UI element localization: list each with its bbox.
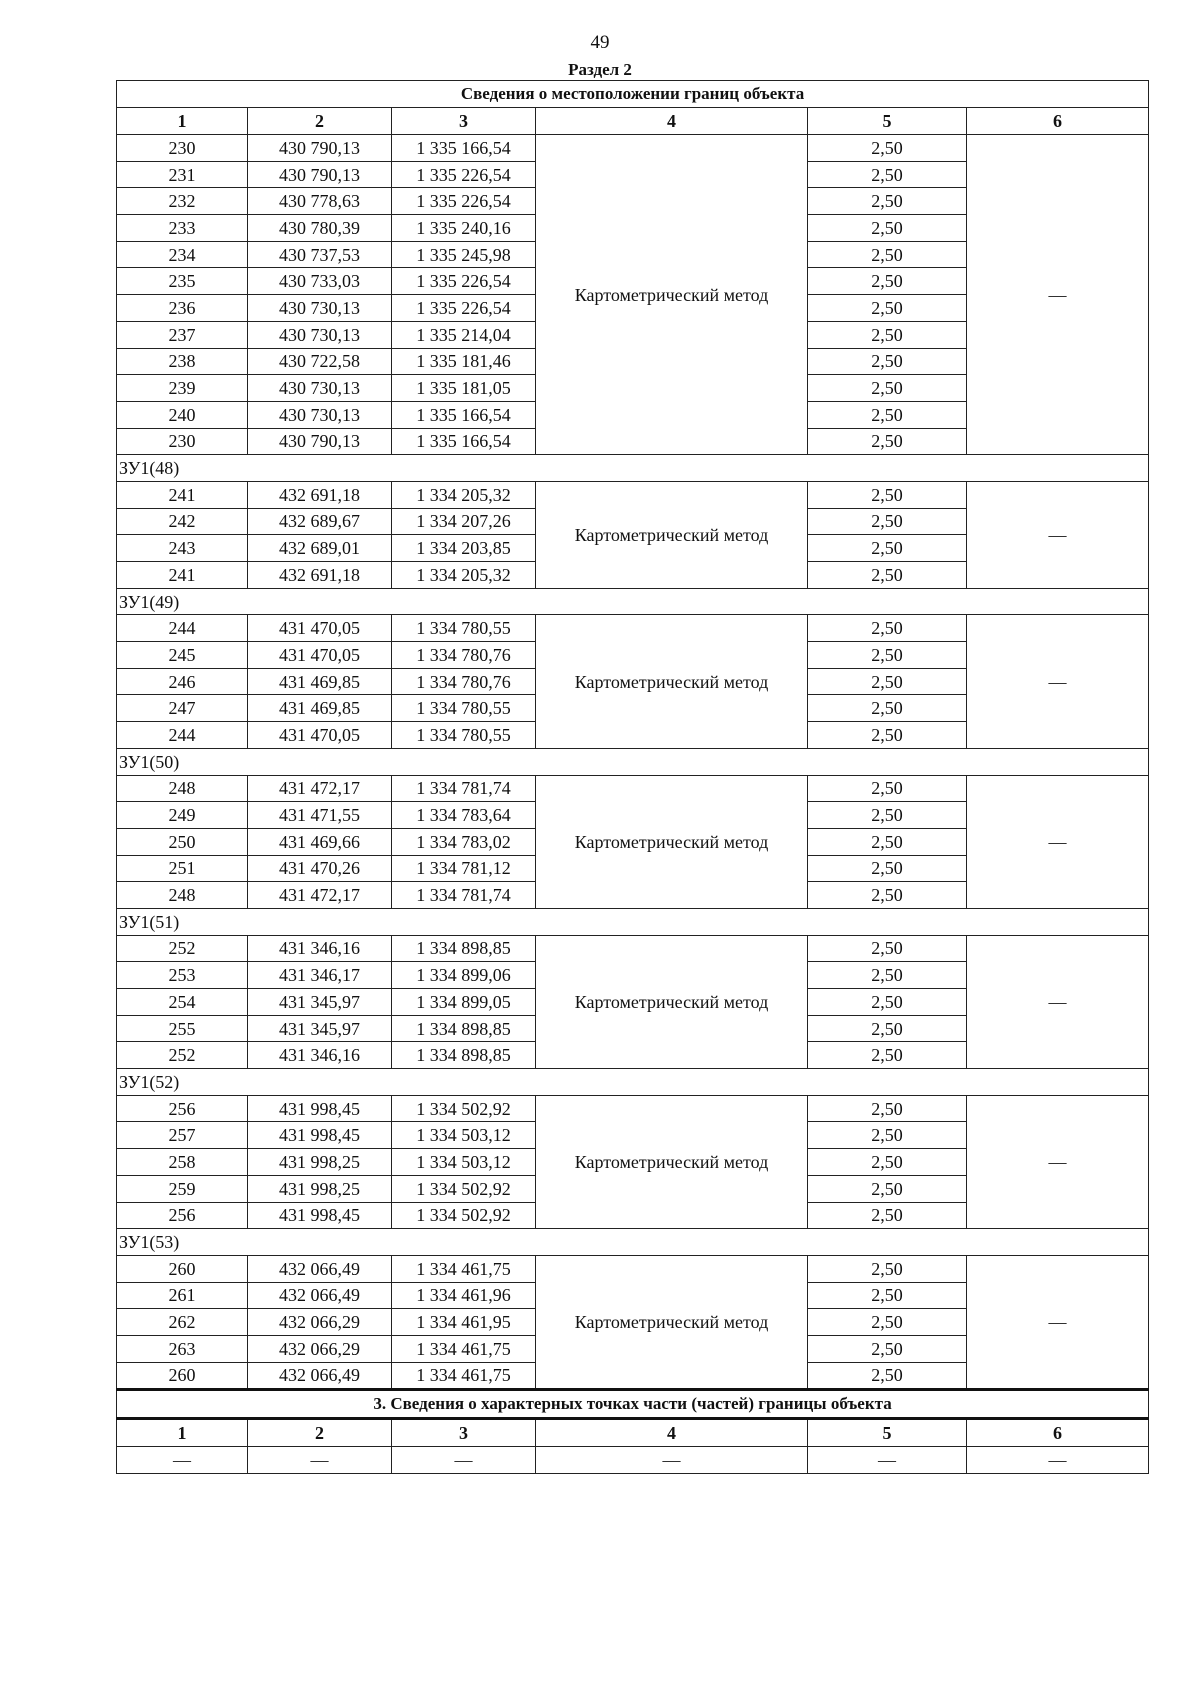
y-coordinate-cell: 1 334 783,64 — [392, 802, 536, 829]
y-coordinate-cell: 1 334 898,85 — [392, 1042, 536, 1069]
precision-cell: 2,50 — [808, 668, 967, 695]
point-number-cell: 246 — [117, 668, 248, 695]
method-cell: Картометрический метод — [536, 775, 808, 908]
x-coordinate-cell: 431 472,17 — [248, 882, 392, 909]
x-coordinate-cell: 431 469,85 — [248, 695, 392, 722]
precision-cell: 2,50 — [808, 1015, 967, 1042]
precision-cell: 2,50 — [808, 562, 967, 589]
precision-cell: 2,50 — [808, 375, 967, 402]
x-coordinate-cell: 431 345,97 — [248, 989, 392, 1016]
precision-cell: 2,50 — [808, 1282, 967, 1309]
x-coordinate-cell: 431 998,25 — [248, 1149, 392, 1176]
column-header: 5 — [808, 1419, 967, 1447]
point-number-cell: 263 — [117, 1335, 248, 1362]
y-coordinate-cell: 1 334 781,74 — [392, 882, 536, 909]
x-coordinate-cell: 430 722,58 — [248, 348, 392, 375]
section-label: Раздел 2 — [568, 60, 632, 79]
column-header: 4 — [536, 1419, 808, 1447]
column-header: 3 — [392, 1419, 536, 1447]
point-number-cell: 240 — [117, 401, 248, 428]
point-number-cell: 243 — [117, 535, 248, 562]
y-coordinate-cell: 1 334 461,96 — [392, 1282, 536, 1309]
precision-cell: 2,50 — [808, 215, 967, 242]
precision-cell: 2,50 — [808, 828, 967, 855]
x-coordinate-cell: 431 998,45 — [248, 1122, 392, 1149]
column-header: 6 — [967, 1419, 1149, 1447]
y-coordinate-cell: 1 334 461,75 — [392, 1255, 536, 1282]
point-number-cell: 236 — [117, 295, 248, 322]
table-row — [117, 481, 1149, 508]
point-number-cell: 241 — [117, 562, 248, 589]
group-row — [117, 588, 1149, 615]
y-coordinate-cell: 1 334 783,02 — [392, 828, 536, 855]
column-header: 2 — [248, 1419, 392, 1447]
description-cell: — — [967, 481, 1149, 588]
x-coordinate-cell: 431 470,05 — [248, 642, 392, 669]
group-label: ЗУ1(51) — [117, 908, 1149, 935]
y-coordinate-cell: 1 334 899,06 — [392, 962, 536, 989]
y-coordinate-cell: 1 334 502,92 — [392, 1095, 536, 1122]
section3-title: 3. Сведения о характерных точках части (частей) границы объекта — [117, 1390, 1149, 1419]
y-coordinate-cell: 1 334 502,92 — [392, 1202, 536, 1229]
point-number-cell: 252 — [117, 935, 248, 962]
y-coordinate-cell: 1 335 166,54 — [392, 428, 536, 455]
precision-cell: 2,50 — [808, 1095, 967, 1122]
precision-cell: 2,50 — [808, 882, 967, 909]
precision-cell: 2,50 — [808, 348, 967, 375]
x-coordinate-cell: 431 470,05 — [248, 722, 392, 749]
precision-cell: 2,50 — [808, 321, 967, 348]
y-coordinate-cell: 1 335 226,54 — [392, 268, 536, 295]
empty-value-cell: — — [967, 1447, 1149, 1474]
point-number-cell: 255 — [117, 1015, 248, 1042]
y-coordinate-cell: 1 334 898,85 — [392, 1015, 536, 1042]
precision-cell: 2,50 — [808, 642, 967, 669]
point-number-cell: 260 — [117, 1362, 248, 1390]
x-coordinate-cell: 430 730,13 — [248, 321, 392, 348]
x-coordinate-cell: 431 346,17 — [248, 962, 392, 989]
x-coordinate-cell: 432 691,18 — [248, 481, 392, 508]
point-number-cell: 231 — [117, 161, 248, 188]
y-coordinate-cell: 1 335 181,05 — [392, 375, 536, 402]
point-number-cell: 230 — [117, 428, 248, 455]
description-cell: — — [967, 1095, 1149, 1228]
point-number-cell: 258 — [117, 1149, 248, 1176]
description-cell: — — [967, 1255, 1149, 1389]
y-coordinate-cell: 1 334 780,55 — [392, 695, 536, 722]
description-cell: — — [967, 615, 1149, 748]
group-row — [117, 1229, 1149, 1256]
precision-cell: 2,50 — [808, 855, 967, 882]
empty-value-cell: — — [248, 1447, 392, 1474]
group-row — [117, 908, 1149, 935]
table-row — [117, 1447, 1149, 1474]
precision-cell: 2,50 — [808, 802, 967, 829]
y-coordinate-cell: 1 334 780,76 — [392, 642, 536, 669]
group-label: ЗУ1(52) — [117, 1069, 1149, 1096]
y-coordinate-cell: 1 334 503,12 — [392, 1122, 536, 1149]
y-coordinate-cell: 1 335 166,54 — [392, 401, 536, 428]
x-coordinate-cell: 431 998,25 — [248, 1175, 392, 1202]
y-coordinate-cell: 1 334 781,74 — [392, 775, 536, 802]
x-coordinate-cell: 432 066,49 — [248, 1282, 392, 1309]
x-coordinate-cell: 431 469,85 — [248, 668, 392, 695]
x-coordinate-cell: 431 471,55 — [248, 802, 392, 829]
x-coordinate-cell: 430 730,13 — [248, 401, 392, 428]
empty-value-cell: — — [808, 1447, 967, 1474]
point-number-cell: 242 — [117, 508, 248, 535]
boundary-table-body — [117, 81, 1149, 1474]
x-coordinate-cell: 430 730,13 — [248, 295, 392, 322]
table-row — [117, 615, 1149, 642]
y-coordinate-cell: 1 334 899,05 — [392, 989, 536, 1016]
x-coordinate-cell: 431 998,45 — [248, 1202, 392, 1229]
group-label: ЗУ1(49) — [117, 588, 1149, 615]
precision-cell: 2,50 — [808, 1122, 967, 1149]
precision-cell: 2,50 — [808, 1309, 967, 1336]
point-number-cell: 249 — [117, 802, 248, 829]
point-number-cell: 239 — [117, 375, 248, 402]
column-header: 1 — [117, 1419, 248, 1447]
precision-cell: 2,50 — [808, 508, 967, 535]
page-number: 49 — [590, 32, 610, 53]
point-number-cell: 248 — [117, 775, 248, 802]
precision-cell: 2,50 — [808, 1202, 967, 1229]
precision-cell: 2,50 — [808, 695, 967, 722]
y-coordinate-cell: 1 334 205,32 — [392, 481, 536, 508]
column-header: 6 — [967, 108, 1149, 135]
y-coordinate-cell: 1 335 240,16 — [392, 215, 536, 242]
x-coordinate-cell: 431 345,97 — [248, 1015, 392, 1042]
point-number-cell: 259 — [117, 1175, 248, 1202]
point-number-cell: 244 — [117, 722, 248, 749]
group-label: ЗУ1(50) — [117, 748, 1149, 775]
x-coordinate-cell: 432 689,67 — [248, 508, 392, 535]
x-coordinate-cell: 431 346,16 — [248, 1042, 392, 1069]
y-coordinate-cell: 1 335 181,46 — [392, 348, 536, 375]
table-row — [117, 1255, 1149, 1282]
x-coordinate-cell: 431 469,66 — [248, 828, 392, 855]
point-number-cell: 247 — [117, 695, 248, 722]
x-coordinate-cell: 431 472,17 — [248, 775, 392, 802]
point-number-cell: 257 — [117, 1122, 248, 1149]
x-coordinate-cell: 430 778,63 — [248, 188, 392, 215]
method-cell: Картометрический метод — [536, 615, 808, 748]
section3-header-row — [117, 1419, 1149, 1447]
group-row — [117, 1069, 1149, 1096]
point-number-cell: 256 — [117, 1095, 248, 1122]
point-number-cell: 248 — [117, 882, 248, 909]
x-coordinate-cell: 432 689,01 — [248, 535, 392, 562]
empty-value-cell: — — [117, 1447, 248, 1474]
y-coordinate-cell: 1 334 205,32 — [392, 562, 536, 589]
y-coordinate-cell: 1 334 203,85 — [392, 535, 536, 562]
x-coordinate-cell: 431 470,05 — [248, 615, 392, 642]
table-caption-row — [117, 81, 1149, 108]
point-number-cell: 253 — [117, 962, 248, 989]
precision-cell: 2,50 — [808, 188, 967, 215]
precision-cell: 2,50 — [808, 1175, 967, 1202]
x-coordinate-cell: 432 066,49 — [248, 1255, 392, 1282]
point-number-cell: 230 — [117, 135, 248, 162]
y-coordinate-cell: 1 334 461,75 — [392, 1362, 536, 1390]
precision-cell: 2,50 — [808, 1255, 967, 1282]
group-row — [117, 455, 1149, 482]
y-coordinate-cell: 1 334 898,85 — [392, 935, 536, 962]
description-cell: — — [967, 775, 1149, 908]
x-coordinate-cell: 430 790,13 — [248, 135, 392, 162]
table-row — [117, 135, 1149, 162]
precision-cell: 2,50 — [808, 962, 967, 989]
point-number-cell: 233 — [117, 215, 248, 242]
point-number-cell: 252 — [117, 1042, 248, 1069]
x-coordinate-cell: 431 346,16 — [248, 935, 392, 962]
group-label: ЗУ1(53) — [117, 1229, 1149, 1256]
precision-cell: 2,50 — [808, 1042, 967, 1069]
precision-cell: 2,50 — [808, 161, 967, 188]
table-row — [117, 935, 1149, 962]
precision-cell: 2,50 — [808, 1362, 967, 1390]
precision-cell: 2,50 — [808, 428, 967, 455]
precision-cell: 2,50 — [808, 295, 967, 322]
point-number-cell: 262 — [117, 1309, 248, 1336]
y-coordinate-cell: 1 335 166,54 — [392, 135, 536, 162]
point-number-cell: 235 — [117, 268, 248, 295]
precision-cell: 2,50 — [808, 481, 967, 508]
boundary-table — [116, 80, 1149, 1474]
x-coordinate-cell: 432 066,49 — [248, 1362, 392, 1390]
method-cell: Картометрический метод — [536, 481, 808, 588]
x-coordinate-cell: 430 737,53 — [248, 241, 392, 268]
x-coordinate-cell: 430 790,13 — [248, 161, 392, 188]
column-header: 4 — [536, 108, 808, 135]
x-coordinate-cell: 430 730,13 — [248, 375, 392, 402]
method-cell: Картометрический метод — [536, 1255, 808, 1389]
precision-cell: 2,50 — [808, 241, 967, 268]
y-coordinate-cell: 1 334 780,76 — [392, 668, 536, 695]
empty-value-cell: — — [536, 1447, 808, 1474]
y-coordinate-cell: 1 334 781,12 — [392, 855, 536, 882]
y-coordinate-cell: 1 335 226,54 — [392, 161, 536, 188]
y-coordinate-cell: 1 334 461,95 — [392, 1309, 536, 1336]
point-number-cell: 245 — [117, 642, 248, 669]
table-caption: Сведения о местоположении границ объекта — [117, 81, 1149, 108]
point-number-cell: 232 — [117, 188, 248, 215]
method-cell: Картометрический метод — [536, 1095, 808, 1228]
x-coordinate-cell: 432 691,18 — [248, 562, 392, 589]
description-cell: — — [967, 135, 1149, 455]
y-coordinate-cell: 1 335 226,54 — [392, 295, 536, 322]
precision-cell: 2,50 — [808, 615, 967, 642]
y-coordinate-cell: 1 334 502,92 — [392, 1175, 536, 1202]
point-number-cell: 260 — [117, 1255, 248, 1282]
column-header-row — [117, 108, 1149, 135]
point-number-cell: 244 — [117, 615, 248, 642]
y-coordinate-cell: 1 335 226,54 — [392, 188, 536, 215]
table-row — [117, 1095, 1149, 1122]
point-number-cell: 256 — [117, 1202, 248, 1229]
point-number-cell: 234 — [117, 241, 248, 268]
point-number-cell: 237 — [117, 321, 248, 348]
column-header: 3 — [392, 108, 536, 135]
precision-cell: 2,50 — [808, 775, 967, 802]
x-coordinate-cell: 432 066,29 — [248, 1309, 392, 1336]
precision-cell: 2,50 — [808, 268, 967, 295]
precision-cell: 2,50 — [808, 989, 967, 1016]
precision-cell: 2,50 — [808, 535, 967, 562]
point-number-cell: 241 — [117, 481, 248, 508]
precision-cell: 2,50 — [808, 401, 967, 428]
column-header: 1 — [117, 108, 248, 135]
method-cell: Картометрический метод — [536, 135, 808, 455]
y-coordinate-cell: 1 334 461,75 — [392, 1335, 536, 1362]
point-number-cell: 250 — [117, 828, 248, 855]
point-number-cell: 261 — [117, 1282, 248, 1309]
description-cell: — — [967, 935, 1149, 1068]
method-cell: Картометрический метод — [536, 935, 808, 1068]
point-number-cell: 254 — [117, 989, 248, 1016]
precision-cell: 2,50 — [808, 1149, 967, 1176]
y-coordinate-cell: 1 334 780,55 — [392, 615, 536, 642]
x-coordinate-cell: 430 790,13 — [248, 428, 392, 455]
x-coordinate-cell: 431 470,26 — [248, 855, 392, 882]
precision-cell: 2,50 — [808, 722, 967, 749]
precision-cell: 2,50 — [808, 135, 967, 162]
group-label: ЗУ1(48) — [117, 455, 1149, 482]
y-coordinate-cell: 1 335 245,98 — [392, 241, 536, 268]
y-coordinate-cell: 1 334 780,55 — [392, 722, 536, 749]
x-coordinate-cell: 431 998,45 — [248, 1095, 392, 1122]
table-row — [117, 775, 1149, 802]
y-coordinate-cell: 1 334 503,12 — [392, 1149, 536, 1176]
column-header: 2 — [248, 108, 392, 135]
x-coordinate-cell: 432 066,29 — [248, 1335, 392, 1362]
precision-cell: 2,50 — [808, 935, 967, 962]
column-header: 5 — [808, 108, 967, 135]
point-number-cell: 251 — [117, 855, 248, 882]
boundary-table-wrapper — [116, 80, 1148, 1474]
x-coordinate-cell: 430 733,03 — [248, 268, 392, 295]
y-coordinate-cell: 1 334 207,26 — [392, 508, 536, 535]
section3-title-row — [117, 1390, 1149, 1419]
precision-cell: 2,50 — [808, 1335, 967, 1362]
group-row — [117, 748, 1149, 775]
point-number-cell: 238 — [117, 348, 248, 375]
empty-value-cell: — — [392, 1447, 536, 1474]
y-coordinate-cell: 1 335 214,04 — [392, 321, 536, 348]
x-coordinate-cell: 430 780,39 — [248, 215, 392, 242]
